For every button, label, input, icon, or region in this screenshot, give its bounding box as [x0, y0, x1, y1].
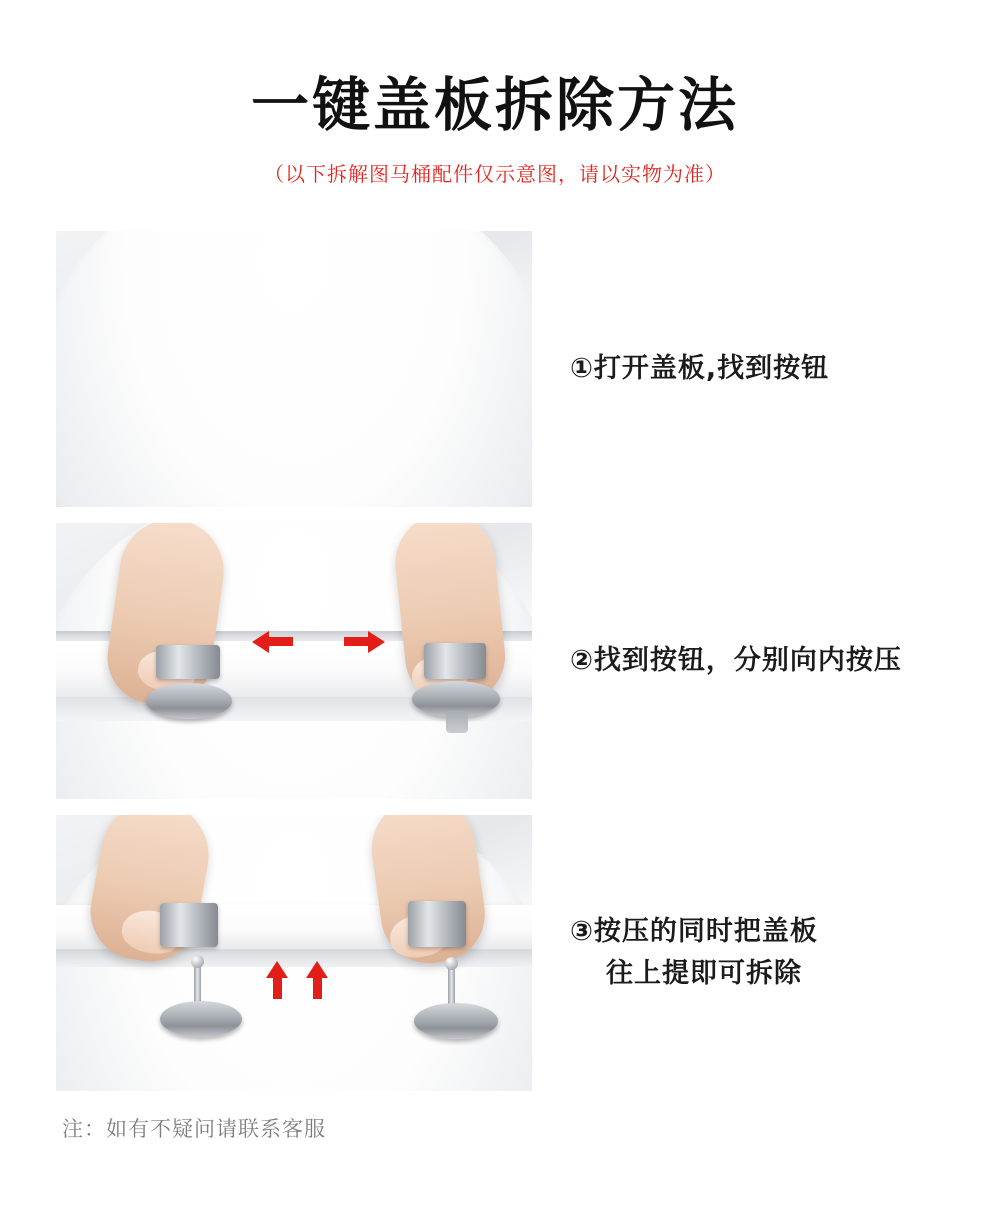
footer-note: 注：如有不疑问请联系客服	[62, 1116, 326, 1141]
step-3-caption	[570, 911, 818, 995]
step-2-caption-line1: ②找到按钮，分别向内按压	[570, 644, 902, 676]
step-item	[0, 523, 990, 799]
arrow-up-icon	[306, 961, 328, 978]
step-item	[0, 231, 990, 507]
step-1-photo	[56, 231, 532, 507]
step-2-photo	[56, 523, 532, 799]
page-header	[0, 0, 990, 187]
step-item	[0, 815, 990, 1091]
step-3-caption-line1: ③按压的同时把盖板	[570, 915, 818, 947]
page-subtitle: （以下拆解图马桶配件仅示意图，请以实物为准）	[264, 161, 726, 186]
steps-list	[0, 231, 990, 1091]
arrow-up-icon	[266, 961, 288, 978]
step-1-caption	[570, 348, 829, 390]
arrow-right-icon	[368, 631, 385, 653]
step-2-caption	[570, 640, 902, 682]
step-1-caption-line1: ①打开盖板,找到按钮	[570, 352, 830, 384]
page-title: 一键盖板拆除方法	[250, 71, 739, 139]
arrow-left-icon	[252, 631, 269, 653]
step-3-caption-line2: 往上提即可拆除	[606, 957, 802, 989]
step-3-photo	[56, 815, 532, 1091]
